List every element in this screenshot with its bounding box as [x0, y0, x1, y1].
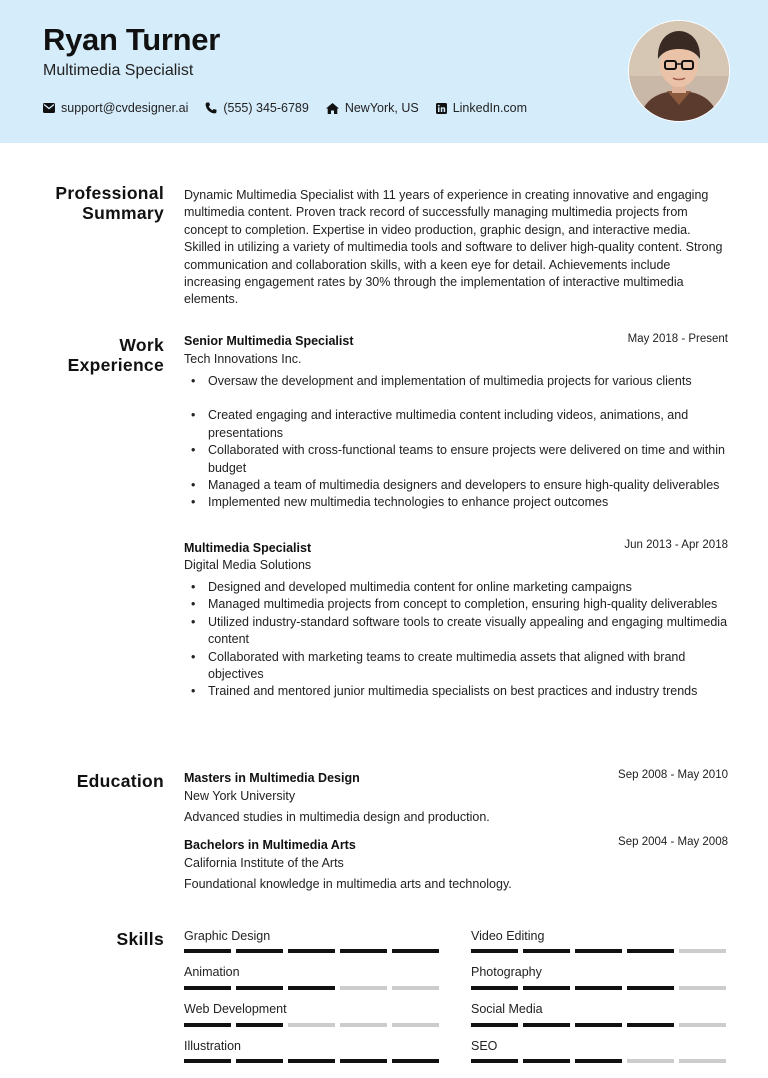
skill-level-empty: [679, 986, 726, 990]
skill-level-filled: [236, 986, 283, 990]
section-title-experience: [68, 335, 164, 375]
skill-level-filled: [575, 1059, 622, 1063]
experience-label-line2: Experience: [67, 355, 164, 375]
list-item: • Designed and developed multimedia content for online marketing campaigns: [184, 579, 732, 596]
candidate-name: Ryan Turner: [43, 22, 220, 57]
skill-level-filled: [184, 986, 231, 990]
skill-bar: [471, 986, 731, 990]
list-item: • Created engaging and interactive multimedia content including videos, animations, and presentations: [184, 407, 732, 442]
skill-level-filled: [184, 1023, 231, 1027]
skill-level-filled: [340, 1059, 387, 1063]
list-item: • Trained and mentored junior multimedia specialists on best practices and industry trends: [184, 683, 732, 700]
skill-level-filled: [627, 986, 674, 990]
contact-linkedin[interactable]: [436, 101, 527, 115]
skill-bar: [184, 1059, 444, 1063]
home-icon: [326, 103, 339, 114]
email-text: support@cvdesigner.ai: [61, 101, 189, 115]
school-name: California Institute of the Arts: [184, 856, 344, 870]
education-label: Education: [76, 771, 164, 791]
profile-photo: [629, 21, 729, 121]
list-item: • Utilized industry-standard software tools to create visually appealing and engaging multimedia content: [184, 614, 732, 649]
linkedin-text: LinkedIn.com: [452, 101, 528, 115]
education-dates: Sep 2008 - May 2010: [618, 769, 728, 781]
skill-level-empty: [679, 949, 726, 953]
skill-name: SEO: [471, 1039, 498, 1053]
skill-bar: [184, 986, 444, 990]
skill-level-filled: [575, 1023, 622, 1027]
contact-row: [43, 101, 544, 115]
summary-label-line2: Summary: [82, 203, 164, 223]
skill-level-filled: [471, 1023, 518, 1027]
skill-level-filled: [471, 1059, 518, 1063]
job-title-headline: Multimedia Specialist: [43, 62, 194, 79]
skill-level-filled: [236, 1023, 283, 1027]
job-dates: Jun 2013 - Apr 2018: [624, 539, 728, 551]
skill-level-empty: [340, 986, 387, 990]
list-item: • Collaborated with cross-functional teams to ensure projects were delivered on time and within budget: [184, 442, 732, 477]
skill-level-filled: [340, 949, 387, 953]
skill-level-filled: [392, 949, 439, 953]
degree-title: Bachelors in Multimedia Arts: [184, 838, 356, 852]
phone-icon: [205, 102, 217, 114]
skills-label: Skills: [116, 929, 164, 949]
skill-name: Animation: [184, 965, 240, 979]
job-bullets: [184, 579, 732, 701]
skill-level-filled: [575, 949, 622, 953]
skill-level-filled: [523, 1023, 570, 1027]
list-item: • Collaborated with marketing teams to create multimedia assets that aligned with brand objectives: [184, 649, 732, 684]
skill-level-empty: [679, 1023, 726, 1027]
skill-level-filled: [575, 986, 622, 990]
header-banner: [0, 0, 768, 143]
skill-name: Illustration: [184, 1039, 241, 1053]
linkedin-icon: [436, 103, 447, 114]
skill-level-filled: [627, 949, 674, 953]
skill-level-filled: [471, 949, 518, 953]
contact-location: [326, 101, 419, 115]
skill-level-empty: [627, 1059, 674, 1063]
skill-level-filled: [236, 949, 283, 953]
job-bullets: [184, 373, 732, 512]
job-title: Multimedia Specialist: [184, 541, 312, 555]
avatar: [628, 20, 730, 122]
education-description: Foundational knowledge in multimedia arts and technology.: [184, 877, 512, 891]
skill-level-empty: [288, 1023, 335, 1027]
location-text: NewYork, US: [344, 101, 419, 115]
skill-level-empty: [679, 1059, 726, 1063]
section-title-education: [77, 771, 164, 791]
skill-name: Photography: [471, 965, 542, 979]
skill-level-empty: [392, 1023, 439, 1027]
summary-label-line1: Professional: [55, 183, 164, 203]
skill-bar: [184, 1023, 444, 1027]
envelope-icon: [43, 103, 55, 113]
skill-level-filled: [523, 949, 570, 953]
skill-bar: [471, 1023, 731, 1027]
degree-title: Masters in Multimedia Design: [184, 771, 360, 785]
contact-phone[interactable]: [205, 101, 308, 115]
skill-bar: [184, 949, 444, 953]
skill-level-filled: [236, 1059, 283, 1063]
skill-level-empty: [392, 986, 439, 990]
skill-level-empty: [340, 1023, 387, 1027]
skill-name: Graphic Design: [184, 929, 271, 943]
contact-email[interactable]: [43, 101, 188, 115]
skill-level-filled: [523, 1059, 570, 1063]
skill-level-filled: [184, 949, 231, 953]
skill-level-filled: [523, 986, 570, 990]
skill-level-filled: [471, 986, 518, 990]
skill-bar: [471, 949, 731, 953]
skill-bar: [471, 1059, 731, 1063]
skill-name: Video Editing: [471, 929, 545, 943]
experience-label-line1: Work: [119, 335, 164, 355]
section-title-skills: [116, 929, 164, 949]
school-name: New York University: [184, 789, 296, 803]
list-item: • Oversaw the development and implementation of multimedia projects for various clients: [184, 373, 732, 390]
education-description: Advanced studies in multimedia design and production.: [184, 810, 490, 824]
job-company: Tech Innovations Inc.: [184, 352, 302, 366]
summary-text: Dynamic Multimedia Specialist with 11 years of experience in creating innovative and engaging multimedia content. Proven track record of successfully managing multimedia projects from concept to completion. Expertise in video production, graphic design, and interactive media. Skilled in utilizing a variety of multimedia tools and software to deliver high-quality content. Strong communication and collaboration skills, with a keen eye for detail. Achievements include increasing engagement rates by 30% through the implementation of interactive multimedia elements.: [184, 188, 723, 307]
education-dates: Sep 2004 - May 2008: [618, 836, 728, 848]
skill-level-filled: [184, 1059, 231, 1063]
job-title: Senior Multimedia Specialist: [184, 334, 354, 348]
skill-level-filled: [392, 1059, 439, 1063]
phone-text: (555) 345-6789: [223, 101, 309, 115]
job-dates: May 2018 - Present: [627, 333, 728, 345]
section-title-summary: [55, 183, 164, 223]
skill-level-filled: [288, 986, 335, 990]
skill-level-filled: [288, 949, 335, 953]
skill-name: Web Development: [184, 1002, 287, 1016]
job-company: Digital Media Solutions: [184, 558, 312, 572]
skill-level-filled: [627, 1023, 674, 1027]
skill-level-filled: [288, 1059, 335, 1063]
skill-name: Social Media: [471, 1002, 543, 1016]
list-item: • Managed a team of multimedia designers and developers to ensure high-quality deliverables: [184, 477, 732, 494]
list-item: • Implemented new multimedia technologies to enhance project outcomes: [184, 494, 732, 511]
list-item: • Managed multimedia projects from concept to completion, ensuring high-quality deliverables: [184, 596, 732, 613]
